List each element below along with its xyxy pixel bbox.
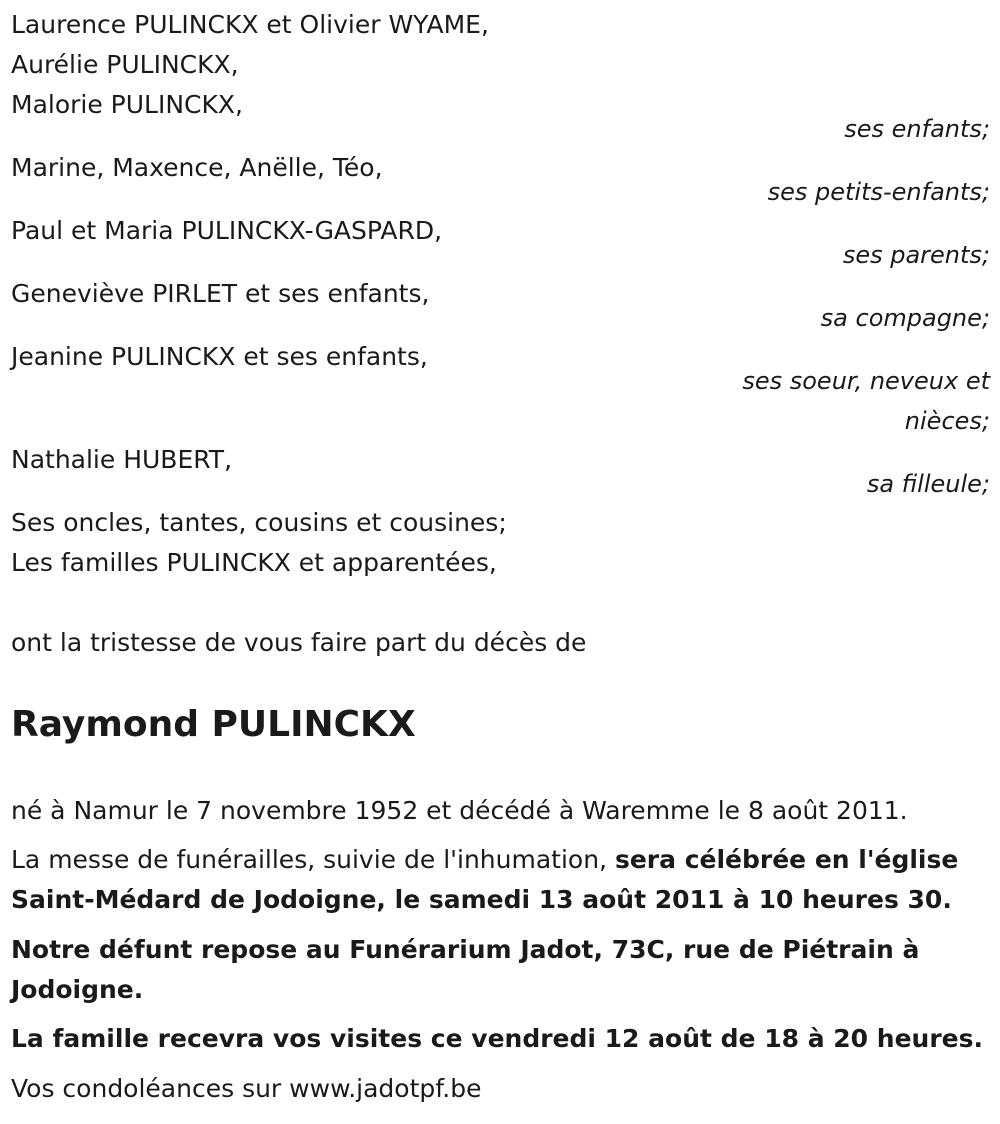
- family-sister: Jeanine PULINCKX et ses enfants,: [11, 342, 428, 371]
- relation-companion: sa compagne;: [820, 304, 990, 332]
- funeral-intro: La messe de funérailles, suivie de l'inhumation,: [11, 845, 615, 874]
- family-children-line-3: Malorie PULINCKX,: [11, 90, 243, 119]
- family-children-line-1: Laurence PULINCKX et Olivier WYAME,: [11, 10, 489, 39]
- repose-line-2: Jodoigne.: [11, 975, 144, 1004]
- relation-parents: ses parents;: [842, 241, 990, 269]
- funeral-location-line-2: Saint-Médard de Jodoigne, le samedi 13 août 2011 à 10 heures 30.: [11, 885, 952, 914]
- announcement-text: ont la tristesse de vous faire part du décès de: [11, 628, 587, 657]
- repose-paragraph: [11, 930, 991, 1010]
- relation-children: ses enfants;: [844, 115, 990, 143]
- family-children-line-2: Aurélie PULINCKX,: [11, 50, 239, 79]
- visits-text: La famille recevra vos visites ce vendredi 12 août de 18 à 20 heures.: [11, 1024, 983, 1053]
- family-goddaughter: Nathalie HUBERT,: [11, 445, 233, 474]
- relation-sister-line-1: ses soeur, neveux et: [742, 367, 990, 395]
- condolences-prefix: Vos condoléances sur: [11, 1074, 290, 1103]
- condolences-link[interactable]: www.jadotpf.be: [289, 1074, 482, 1103]
- condolences-line: [11, 1074, 481, 1104]
- family-companion: Geneviève PIRLET et ses enfants,: [11, 279, 430, 308]
- relation-grandchildren: ses petits-enfants;: [767, 178, 990, 206]
- family-relatives-line-2: Les familles PULINCKX et apparentées,: [11, 548, 497, 577]
- family-parents: Paul et Maria PULINCKX-GASPARD,: [11, 216, 443, 245]
- birth-death-text: né à Namur le 7 novembre 1952 et décédé à Waremme le 8 août 2011.: [11, 796, 908, 825]
- relation-goddaughter: sa filleule;: [866, 470, 990, 498]
- repose-line-1: Notre défunt repose au Funérarium Jadot, 73C, rue de Piétrain à: [11, 935, 920, 964]
- family-grandchildren: Marine, Maxence, Anëlle, Téo,: [11, 153, 383, 182]
- funeral-location-line-1: sera célébrée en l'église: [614, 845, 959, 874]
- deceased-name: Raymond PULINCKX: [11, 704, 416, 745]
- family-relatives-line-1: Ses oncles, tantes, cousins et cousines;: [11, 508, 507, 537]
- funeral-paragraph: [11, 840, 991, 920]
- relation-sister-line-2: nièces;: [904, 407, 990, 435]
